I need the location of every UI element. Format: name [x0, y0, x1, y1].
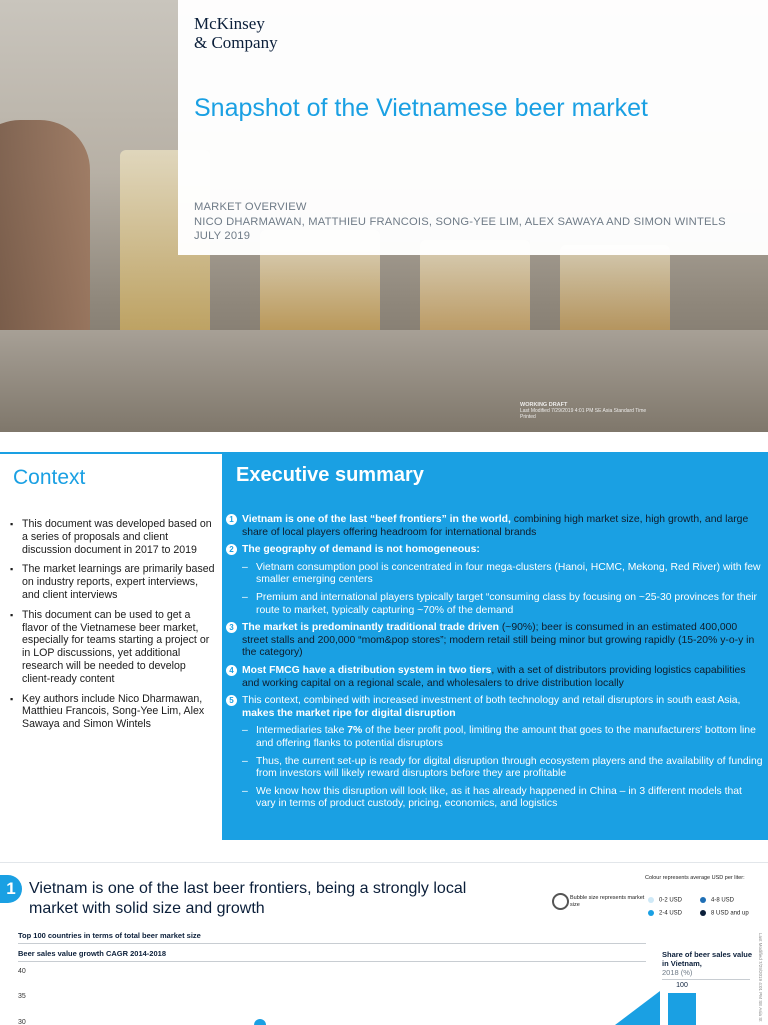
y-tick-label: 30: [18, 1019, 26, 1025]
photo-tray: [0, 330, 768, 432]
logo-line: & Company: [194, 33, 278, 52]
color-legend-title: Colour represents average USD per liter:: [645, 875, 745, 881]
exec-point-3: [226, 622, 764, 660]
subpoint-text: Intermediaries take: [256, 725, 348, 737]
point-text: (~90%); beer is consumed in an estimated 400,000 street stalls and 200,000 “mom&pop stores”; modern retail still being minor but growing rapidly (15-20% y-o-y in the category): [242, 622, 755, 659]
share-bar: [668, 993, 696, 1025]
draft-label: WORKING DRAFT: [520, 402, 568, 408]
bubble-chart: [0, 863, 768, 1025]
point-lead: Most FMCG have a distribution system in two tiers: [242, 664, 492, 676]
chart-heading: Beer sales value growth CAGR 2014-2018: [18, 949, 166, 958]
market-frontier-slide: [0, 862, 768, 1025]
bubble-legend-text: Bubble size represents market size: [570, 895, 645, 908]
subpoint-highlight: 7%: [347, 725, 363, 737]
context-bullet: ▪ The market learnings are primarily based on industry reports, expert interviews, and client interviews: [10, 563, 215, 601]
exec-point-1: [226, 514, 764, 539]
legend-label: 8 USD and up: [711, 910, 749, 917]
doc-type: MARKET OVERVIEW: [194, 201, 307, 213]
exec-subpoint: – Thus, the current set-up is ready for digital disruption through ecosystem players and the availability of funding from investors will likely reward disruptors before they are profitable: [226, 756, 764, 781]
point-lead: The market is predominantly traditional trade driven: [242, 622, 499, 634]
executive-summary-slide: [0, 452, 768, 840]
exec-body: [226, 514, 764, 816]
legend-label: 0-2 USD: [659, 897, 683, 904]
exec-subpoint: [226, 725, 764, 750]
exec-point-4: [226, 665, 764, 690]
point-text: combining high market size, high growth, and large share of local players offering headroom for international brands: [242, 514, 749, 538]
legend-label: 4-8 USD: [711, 897, 735, 904]
authors: NICO DHARMAWAN, MATTHIEU FRANCOIS, SONG-YEE LIM, ALEX SAWAYA AND SIMON WINTELS: [194, 215, 726, 228]
exec-title: Executive summary: [236, 464, 424, 486]
point-text: , with a set of distributors providing logistics capabilities and working capital on a regional scale, and wholesalers to drive distribution locally: [242, 664, 746, 689]
exec-subpoint: – Premium and international players typically target “consuming class by focusing on ~25-30 provinces for their route to market, typically capturing ~70% of the demand: [226, 592, 764, 617]
point-lead: Vietnam is one of the last “beef frontiers” in the world,: [242, 514, 511, 525]
connector-wedge: [615, 991, 660, 1025]
exec-subpoint: – We know how this disruption will look like, as it has already happened in China – in 3 different models that vary in terms of product custody, pricing, economics, and logistics: [226, 786, 764, 811]
draft-modified: Last Modified 7/29/2019 4:01 PM SE Asia Standard Time: [520, 408, 647, 414]
y-tick-label: 35: [18, 993, 26, 1000]
section-heading: Top 100 countries in terms of total beer market size: [18, 931, 201, 940]
cover-slide: [0, 0, 768, 432]
legend-label: 2-4 USD: [659, 910, 683, 917]
exec-subpoint: – Vietnam consumption pool is concentrated in four mega-clusters (Hanoi, HCMC, Mekong, Red River) with few smaller emerging centers: [226, 562, 764, 587]
share-title-text: Share of beer sales value in Vietnam,: [662, 950, 753, 968]
share-year: 2018 (%): [662, 968, 693, 977]
market-slide-title: Vietnam is one of the last beer frontiers, being a strongly local market with solid size and growth: [29, 880, 467, 917]
exec-point-5: [226, 695, 764, 720]
context-bullet: ▪ This document was developed based on a series of proposals and client discussion document in 2017 to 2019: [10, 518, 215, 556]
point-number: 2: [226, 544, 237, 555]
context-bullet: ▪ Key authors include Nico Dharmawan, Matthieu Francois, Song-Yee Lim, Alex Sawaya and Simon Wintels: [10, 693, 215, 731]
photo-glass: [420, 240, 530, 340]
section-number-badge: 1: [0, 875, 22, 903]
point-lead: makes the market ripe for digital disruption: [242, 707, 456, 719]
data-bubble: [254, 1019, 266, 1025]
point-text: This context, combined with increased investment of both technology and retail disruptors in south east Asia,: [242, 695, 741, 707]
cover-title: Snapshot of the Vietnamese beer market: [194, 94, 648, 122]
doc-date: JULY 2019: [194, 230, 251, 242]
mckinsey-logo: [194, 14, 278, 52]
executive-summary-column: [222, 452, 768, 840]
share-bar-value: 100: [676, 982, 688, 989]
point-number: 3: [226, 622, 237, 633]
photo-glass: [560, 245, 670, 340]
side-note: Last Modified 7/29/2019 4:01 PM SE Asia St: [758, 933, 763, 1022]
cover-meta: [194, 200, 726, 244]
point-number: 5: [226, 695, 237, 706]
logo-line: McKinsey: [194, 14, 265, 33]
point-number: 4: [226, 665, 237, 676]
draft-printed: Printed: [520, 414, 536, 420]
subpoint-text: of the beer profit pool, limiting the amount that goes to the manufacturers' bottom line and offering flanks to potential disruptors: [256, 725, 756, 749]
context-bullet: ▪ This document can be used to get a flavor of the Vietnamese beer market, especially for teams starting a project or in LOP discussions, yet additional research will be needed to develop client-ready content: [10, 609, 215, 686]
working-draft-stamp: [520, 402, 646, 420]
context-column: [0, 452, 222, 840]
point-number: 1: [226, 514, 237, 525]
y-tick-label: 40: [18, 968, 26, 975]
context-bullets: [10, 518, 215, 738]
exec-point-2: [226, 544, 764, 557]
context-title: Context: [13, 466, 86, 489]
point-lead: The geography of demand is not homogeneous:: [242, 544, 480, 556]
